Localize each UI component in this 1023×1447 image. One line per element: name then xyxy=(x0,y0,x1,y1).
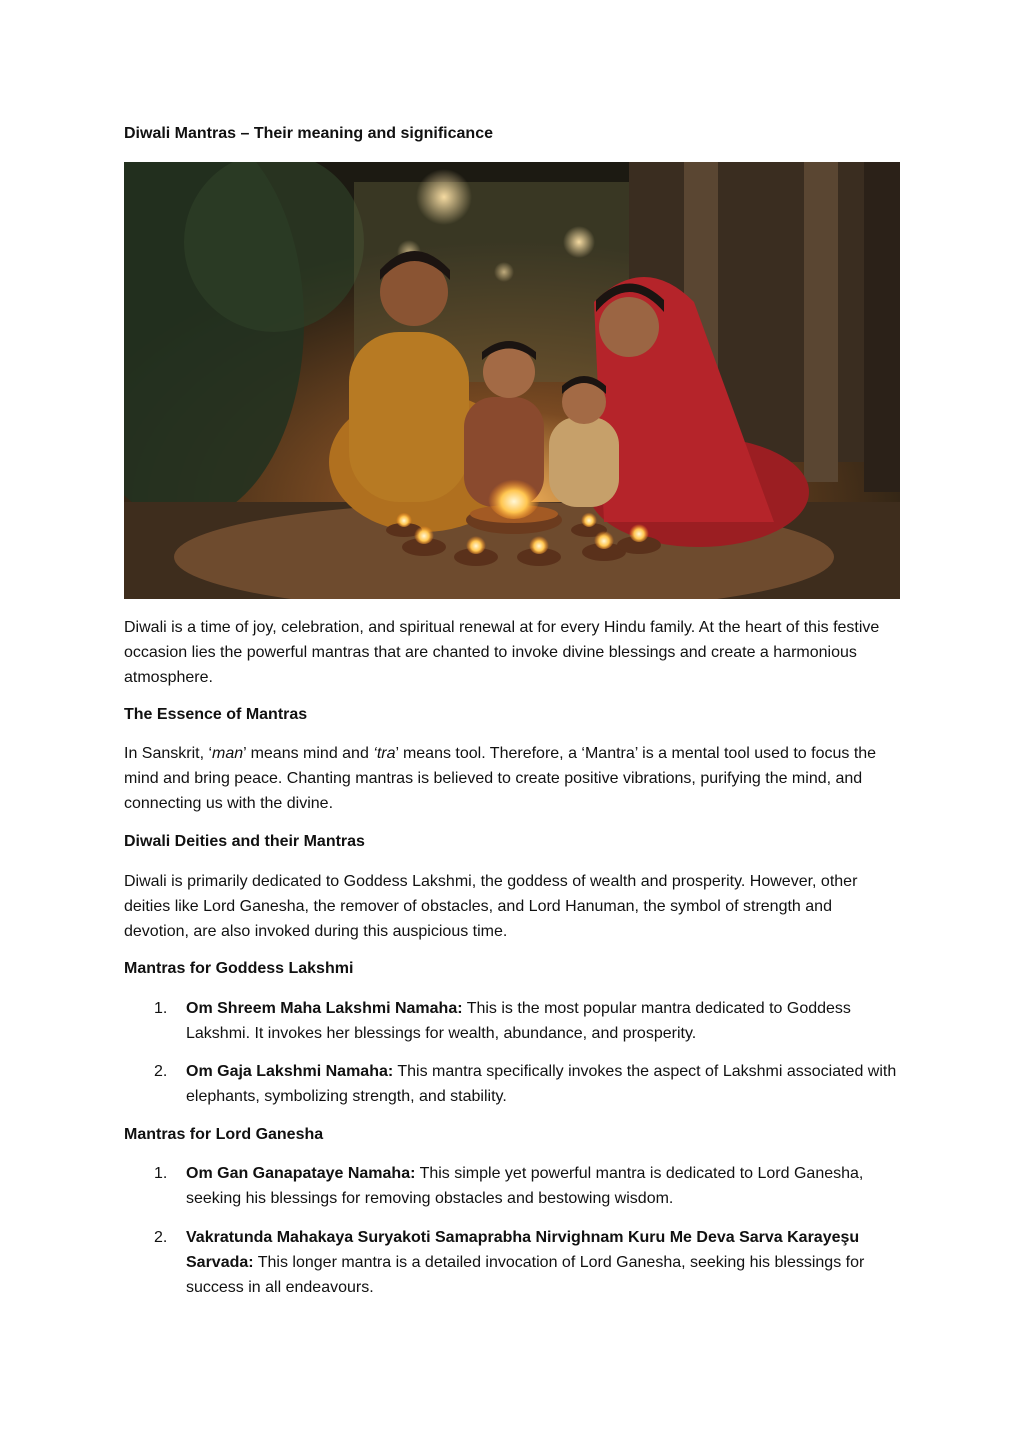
ganesha-heading: Mantras for Lord Ganesha xyxy=(124,1126,324,1143)
diwali-family-photo xyxy=(124,162,900,599)
list-number: 1. xyxy=(154,1000,168,1017)
essence-text-2: ’ means mind and xyxy=(243,745,374,762)
list-number: 2. xyxy=(154,1063,168,1080)
ganesha-list-item xyxy=(154,1225,900,1300)
lakshmi-list-item xyxy=(154,1059,900,1109)
ganesha-list-item xyxy=(154,1161,900,1211)
mantra-name: Om Gaja Lakshmi Namaha: xyxy=(186,1063,394,1080)
document-title: Diwali Mantras – Their meaning and significance xyxy=(124,125,493,142)
essence-text-1: In Sanskrit, ‘ xyxy=(124,745,213,762)
list-number: 1. xyxy=(154,1165,168,1182)
list-number: 2. xyxy=(154,1229,168,1246)
essence-heading: The Essence of Mantras xyxy=(124,706,308,723)
diwali-family-illustration xyxy=(124,162,900,599)
essence-paragraph xyxy=(124,741,900,816)
lakshmi-list-item xyxy=(154,996,900,1046)
mantra-name: Om Shreem Maha Lakshmi Namaha: xyxy=(186,1000,463,1017)
essence-term-man: man xyxy=(212,745,244,762)
essence-term-tra: ‘tra xyxy=(373,745,396,762)
deities-heading: Diwali Deities and their Mantras xyxy=(124,833,365,850)
mantra-description: This longer mantra is a detailed invocation of Lord Ganesha, seeking his blessings for success in all endeavours. xyxy=(186,1254,865,1296)
lakshmi-heading: Mantras for Goddess Lakshmi xyxy=(124,960,354,977)
mantra-description: This simple yet powerful mantra is dedicated to Lord Ganesha, seeking his blessings for removing obstacles and bestowing wisdom. xyxy=(186,1165,864,1207)
mantra-name: Om Gan Ganapataye Namaha: xyxy=(186,1165,416,1182)
intro-paragraph: Diwali is a time of joy, celebration, and spiritual renewal at for every Hindu family. At the heart of this festive occasion lies the powerful mantras that are chanted to invoke divine blessings and create a harmonious atmosphere. xyxy=(124,619,880,686)
mantra-description: This mantra specifically invokes the aspect of Lakshmi associated with elephants, symbolizing strength, and stability. xyxy=(186,1063,897,1105)
deities-paragraph: Diwali is primarily dedicated to Goddess Lakshmi, the goddess of wealth and prosperity. However, other deities like Lord Ganesha, the remover of obstacles, and Lord Hanuman, the symbol of strength and devotion, are also invoked during this auspicious time. xyxy=(124,873,858,940)
mantra-name: Vakratunda Mahakaya Suryakoti Samaprabha Nirvighnam Kuru Me Deva Sarva Karayeşu Sarvada: xyxy=(186,1229,860,1271)
essence-text-3: ’ means tool. Therefore, a ‘Mantra’ is a mental tool used to focus the mind and bring peace. Chanting mantras is believed to create positive vibrations, purifying the mind, and connecting us with the divine. xyxy=(124,745,877,812)
mantra-description: This is the most popular mantra dedicated to Goddess Lakshmi. It invokes her blessings for wealth, abundance, and prosperity. xyxy=(186,1000,851,1042)
